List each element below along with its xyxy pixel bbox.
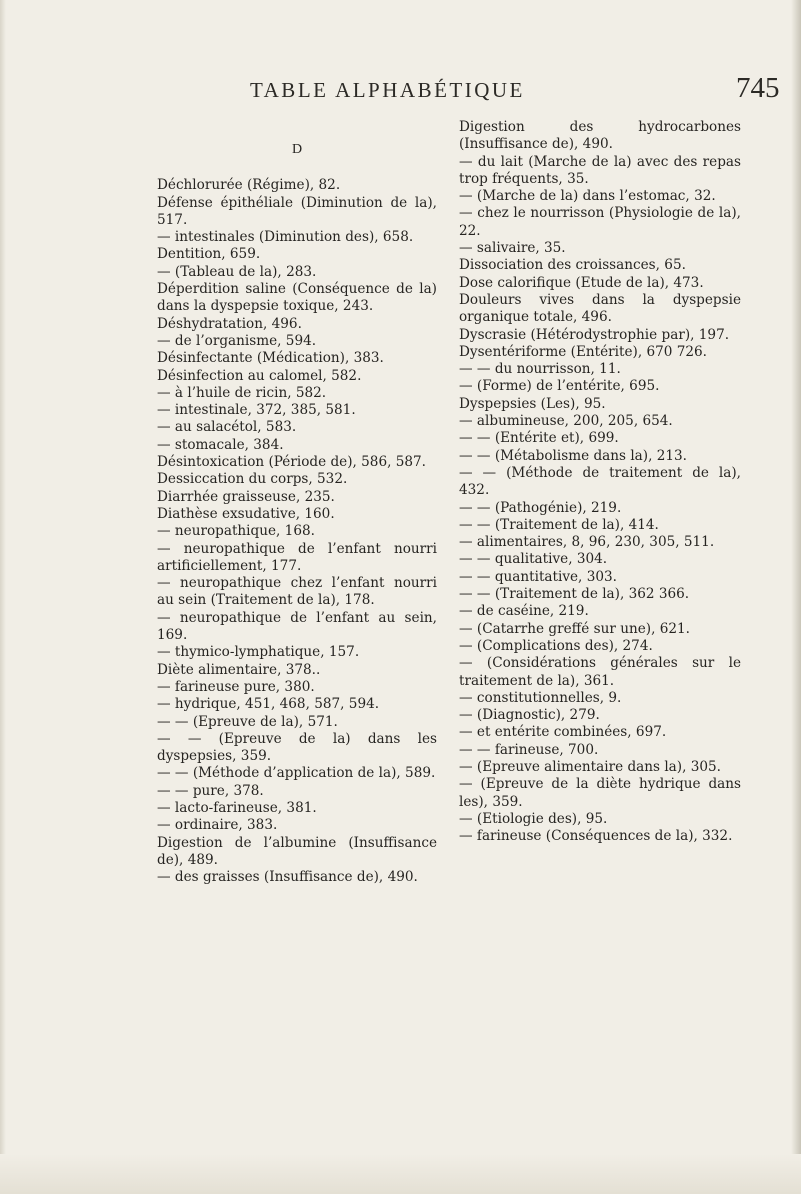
index-entry: — salivaire, 35. — [459, 240, 566, 257]
index-entry: — — (Métabolisme dans la), 213. — [459, 447, 688, 464]
index-entry: — — (Traitement de la), 414. — [459, 516, 659, 533]
index-entries-right — [459, 119, 741, 845]
index-entry: — albumineuse, 200, 205, 654. — [459, 413, 673, 430]
index-entry: — (Considérations générales sur le traitement de la), 361. — [459, 655, 741, 689]
index-entry: — (Epreuve alimentaire dans la), 305. — [459, 758, 721, 775]
index-entry: — — pure, 378. — [157, 782, 264, 799]
index-entry: Digestion des hydrocarbones (Insuffisance de), 490. — [459, 119, 741, 153]
page-edge-shadow — [791, 0, 801, 1194]
index-entry: — (Forme) de l’entérite, 695. — [459, 378, 660, 395]
index-entry: — — farineuse, 700. — [459, 741, 599, 758]
index-entry: — chez le nourrisson (Physiologie de la), 22. — [459, 205, 741, 239]
index-entry: — — (Méthode d’application de la), 589. — [157, 765, 436, 782]
index-entry: — neuropathique chez l’enfant nourri au sein (Traitement de la), 178. — [157, 575, 437, 609]
index-entry: — — (Pathogénie), 219. — [459, 499, 622, 516]
index-entry: — de caséine, 219. — [459, 603, 589, 620]
index-entry: — — (Entérite et), 699. — [459, 430, 619, 447]
index-entry: — au salacétol, 583. — [157, 419, 297, 436]
index-entry: — — (Traitement de la), 362 366. — [459, 586, 690, 603]
index-entry: — (Catarrhe greffé sur une), 621. — [459, 620, 690, 637]
index-entry: — neuropathique de l’enfant nourri artificiellement, 177. — [157, 540, 437, 574]
section-letter: D — [291, 142, 303, 157]
index-entry: Dysentériforme (Entérite), 670 726. — [459, 343, 707, 360]
index-entry: Dyspepsies (Les), 95. — [459, 395, 606, 412]
index-entries-left — [157, 177, 437, 886]
index-entry: — de l’organisme, 594. — [157, 332, 317, 349]
index-entry: — lacto-farineuse, 381. — [157, 799, 317, 816]
index-entry: — constitutionnelles, 9. — [459, 689, 622, 706]
index-entry: — intestinale, 372, 385, 581. — [157, 402, 356, 419]
index-entry: Diète alimentaire, 378.. — [157, 661, 321, 678]
index-entry: — (Diagnostic), 279. — [459, 707, 600, 724]
index-entry: — — (Epreuve de la) dans les dyspepsies, 359. — [157, 730, 437, 765]
index-entry: — — qualitative, 304. — [459, 551, 608, 568]
index-entry: Dose calorifique (Etude de la), 473. — [459, 274, 704, 291]
index-entry: — et entérite combinées, 697. — [459, 724, 667, 741]
index-entry: — — (Epreuve de la), 571. — [157, 713, 338, 730]
page-number: 745 — [736, 72, 780, 104]
index-entry: — — (Méthode de traitement de la), 432. — [459, 464, 741, 499]
running-title: TABLE ALPHABÉTIQUE — [250, 78, 525, 102]
index-entry: — neuropathique de l’enfant au sein, 169. — [157, 609, 437, 644]
index-entry: — — quantitative, 303. — [459, 568, 617, 585]
index-entry: Diathèse exsudative, 160. — [157, 505, 335, 522]
index-entry: Dissociation des croissances, 65. — [459, 257, 686, 274]
index-column-left — [157, 119, 437, 886]
index-entry: — (Complications des), 274. — [459, 637, 653, 654]
index-entry: Digestion de l’albumine (Insuffisance de), 489. — [157, 834, 437, 868]
index-entry: — farineuse pure, 380. — [157, 678, 315, 695]
index-entry: — du lait (Marche de la) avec des repas trop fréquents, 35. — [459, 153, 741, 187]
index-entry: — thymico-lymphatique, 157. — [157, 644, 360, 661]
index-entry: — neuropathique, 168. — [157, 523, 315, 540]
index-entry: Douleurs vives dans la dyspepsie organique totale, 496. — [459, 291, 741, 326]
index-entry: Déshydratation, 496. — [157, 315, 302, 332]
index-entry: — des graisses (Insuffisance de), 490. — [157, 869, 418, 886]
page-header — [0, 74, 801, 114]
index-entry: Désinfection au calomel, 582. — [157, 367, 362, 384]
index-entry: Défense épithéliale (Diminution de la), 517. — [157, 194, 437, 228]
index-entry: — (Tableau de la), 283. — [157, 263, 317, 280]
index-entry: — (Etiologie des), 95. — [459, 810, 608, 827]
page-spine-shadow — [0, 0, 6, 1194]
page-bottom-tint — [0, 1154, 801, 1194]
index-entry: — à l’huile de ricin, 582. — [157, 384, 327, 401]
index-entry: — stomacale, 384. — [157, 436, 284, 453]
index-entry: Désinfectante (Médication), 383. — [157, 350, 384, 367]
index-entry: — ordinaire, 383. — [157, 817, 278, 834]
index-entry: — — du nourrisson, 11. — [459, 361, 621, 378]
index-entry: — alimentaires, 8, 96, 230, 305, 511. — [459, 534, 715, 551]
index-entry: — hydrique, 451, 468, 587, 594. — [157, 696, 380, 713]
index-column-right — [459, 119, 741, 845]
index-entry: Déchlorurée (Régime), 82. — [157, 177, 341, 194]
index-entry: — farineuse (Conséquences de la), 332. — [459, 828, 733, 845]
index-entry: Diarrhée graisseuse, 235. — [157, 488, 335, 505]
index-entry: Dessiccation du corps, 532. — [157, 471, 348, 488]
index-entry: — (Epreuve de la diète hydrique dans les), 359. — [459, 776, 741, 810]
index-entry: Dentition, 659. — [157, 246, 261, 263]
index-entry: — (Marche de la) dans l’estomac, 32. — [459, 188, 716, 205]
index-entry: Désintoxication (Période de), 586, 587. — [157, 454, 427, 471]
index-entry: Dyscrasie (Hétérodystrophie par), 197. — [459, 326, 730, 343]
index-entry: Déperdition saline (Conséquence de la) dans la dyspepsie toxique, 243. — [157, 281, 437, 315]
index-entry: — intestinales (Diminution des), 658. — [157, 229, 414, 246]
